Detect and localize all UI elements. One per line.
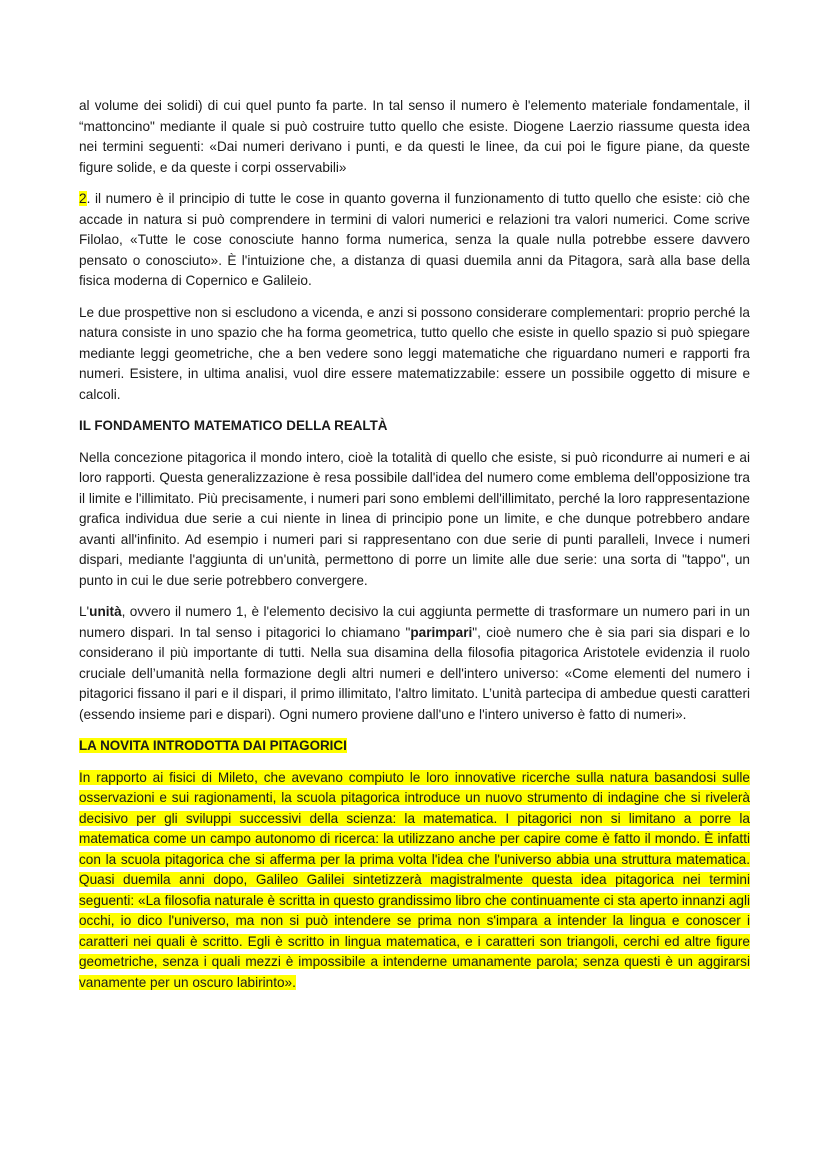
heading-pythagorean-novelty-text: LA NOVITA INTRODOTTA DAI PITAGORICI — [79, 738, 347, 753]
unity-post: ", cioè numero che è sia pari sia dispari e lo considerano il più importante di tutti. Nella sua disamina della filosofia pitagorica Aristotele evidenzia il ruolo cruciale dell’umanità nella formazione degli altri numeri e dell'intero universo: «Come elementi del numero i pitagorici fissano il pari e il dispari, il primo illimitato, l'altro limitato. L’unità partecipa di ambedue questi caratteri (essendo insieme pari e dispari). Ogni numero proviene dall'uno e l'intero universo è fatto di numeri». — [79, 624, 750, 722]
heading-pythagorean-novelty — [79, 736, 750, 757]
paragraph-galileo — [79, 768, 750, 994]
term-unita: unità — [89, 604, 122, 619]
paragraph-limit-unlimited: Nella concezione pitagorica il mondo intero, cioè la totalità di quello che esiste, si può ricondurre ai numeri e ai loro rapporti. Questa generalizzazione è resa possibile dall'idea del numero come emblema dell'opposizione tra il limite e l'illimitato. Più precisamente, i numeri pari sono emblemi dell'illimitato, perché la loro rappresentazione grafica individua due serie a cui niente in linea di principio pone un limite, e che dunque potrebbero andare avanti all'infinito. Ad esempio i numeri pari si rappresentano con due serie di punti paralleli, Invece i numeri dispari, mediante l'aggiunta di un'unità, permettono di porre un limite alle due serie: una sorta di "tappo", un punto in cui le due serie potrebbero convergere. — [79, 449, 750, 588]
paragraph-galileo-text: In rapporto ai fisici di Mileto, che avevano compiuto le loro innovative ricerche sulla natura basandosi sulle osservazioni e sui ragionamenti, la scuola pitagorica introduce un nuovo strumento di indagine che si rivelerà decisivo per gli sviluppi successivi della scienza: la matematica. I pitagorici non si limitano a porre la matematica come un campo autonomo di ricerca: la utilizzano anche per capire come è fatto il mondo. È infatti con la scuola pitagorica che si afferma per la prima volta l'idea che l'universo abbia una struttura matematica. Quasi duemila anni dopo, Galileo Galilei sintetizzerà magistralmente questa idea pitagorica nei termini seguenti: «La filosofia naturale è scritta in questo grandissimo libro che continuamente ci sta aperto innanzi agli occhi, io dico l'universo, ma non si può intendere se prima non s'impara a intender la lingua e conoscer i caratteri nei quali è scritto. Egli è scritto in lingua matematica, e i caratteri son triangoli, cerchi ed altre figure geometriche, senza i quali mezzi è impossibile a intenderne umanamente parola; senza questi è un aggirarsi vanamente per un oscuro labirinto». — [79, 769, 750, 990]
paragraph-perspectives: Le due prospettive non si escludono a vicenda, e anzi si possono considerare complementari: proprio perché la natura consiste in uno spazio che ha forma geometrica, tutto quello che esiste in quello spazio si può spiegare mediante leggi geometriche, che a ben vedere sono leggi matematiche che riguardano numeri e rapporti fra numeri. Esistere, in ultima analisi, vuol dire essere matematizzabile: essere un possibile oggetto di misure e calcoli. — [79, 304, 750, 402]
paragraph-principle-text: . il numero è il principio di tutte le cose in quanto governa il funzionamento di tutto quello che esiste: ciò che accade in natura si può comprendere in termini di valori numerici e relazioni tra valori numerici. Come scrive Filolao, «Tutte le cose conosciute hanno forma numerica, senza la quale nulla potrebbe essere davvero pensato o conosciuto». È l'intuizione che, a distanza di quasi duemila anni da Pitagora, sarà alla base della fisica moderna di Copernico e Galileio. — [79, 191, 750, 288]
paragraph-principle — [79, 189, 750, 292]
paragraph-solids: al volume dei solidi) di cui quel punto fa parte. In tal senso il numero è l'elemento materiale fondamentale, il “mattoncino" mediante il quale si può costruire tutto quello che esiste. Diogene Laerzio riassume questa idea nei termini seguenti: «Dai numeri derivano i punti, e da questi le linee, da cui poi le figure piane, da queste figure solide, e da queste i corpi osservabili» — [79, 98, 750, 175]
unity-mid: , ovvero il numero 1, è l'elemento decisivo la cui aggiunta permette di trasformare un numero pari in un numero dispari. In tal senso i pitagorici lo chiamano " — [79, 604, 750, 640]
heading-mathematical-foundation: IL FONDAMENTO MATEMATICO DELLA REALTÀ — [79, 418, 388, 433]
term-parimpari: parimpari — [410, 624, 473, 640]
paragraph-unity — [79, 602, 750, 725]
unity-pre: L' — [79, 604, 90, 619]
list-marker-2: 2 — [79, 191, 87, 206]
